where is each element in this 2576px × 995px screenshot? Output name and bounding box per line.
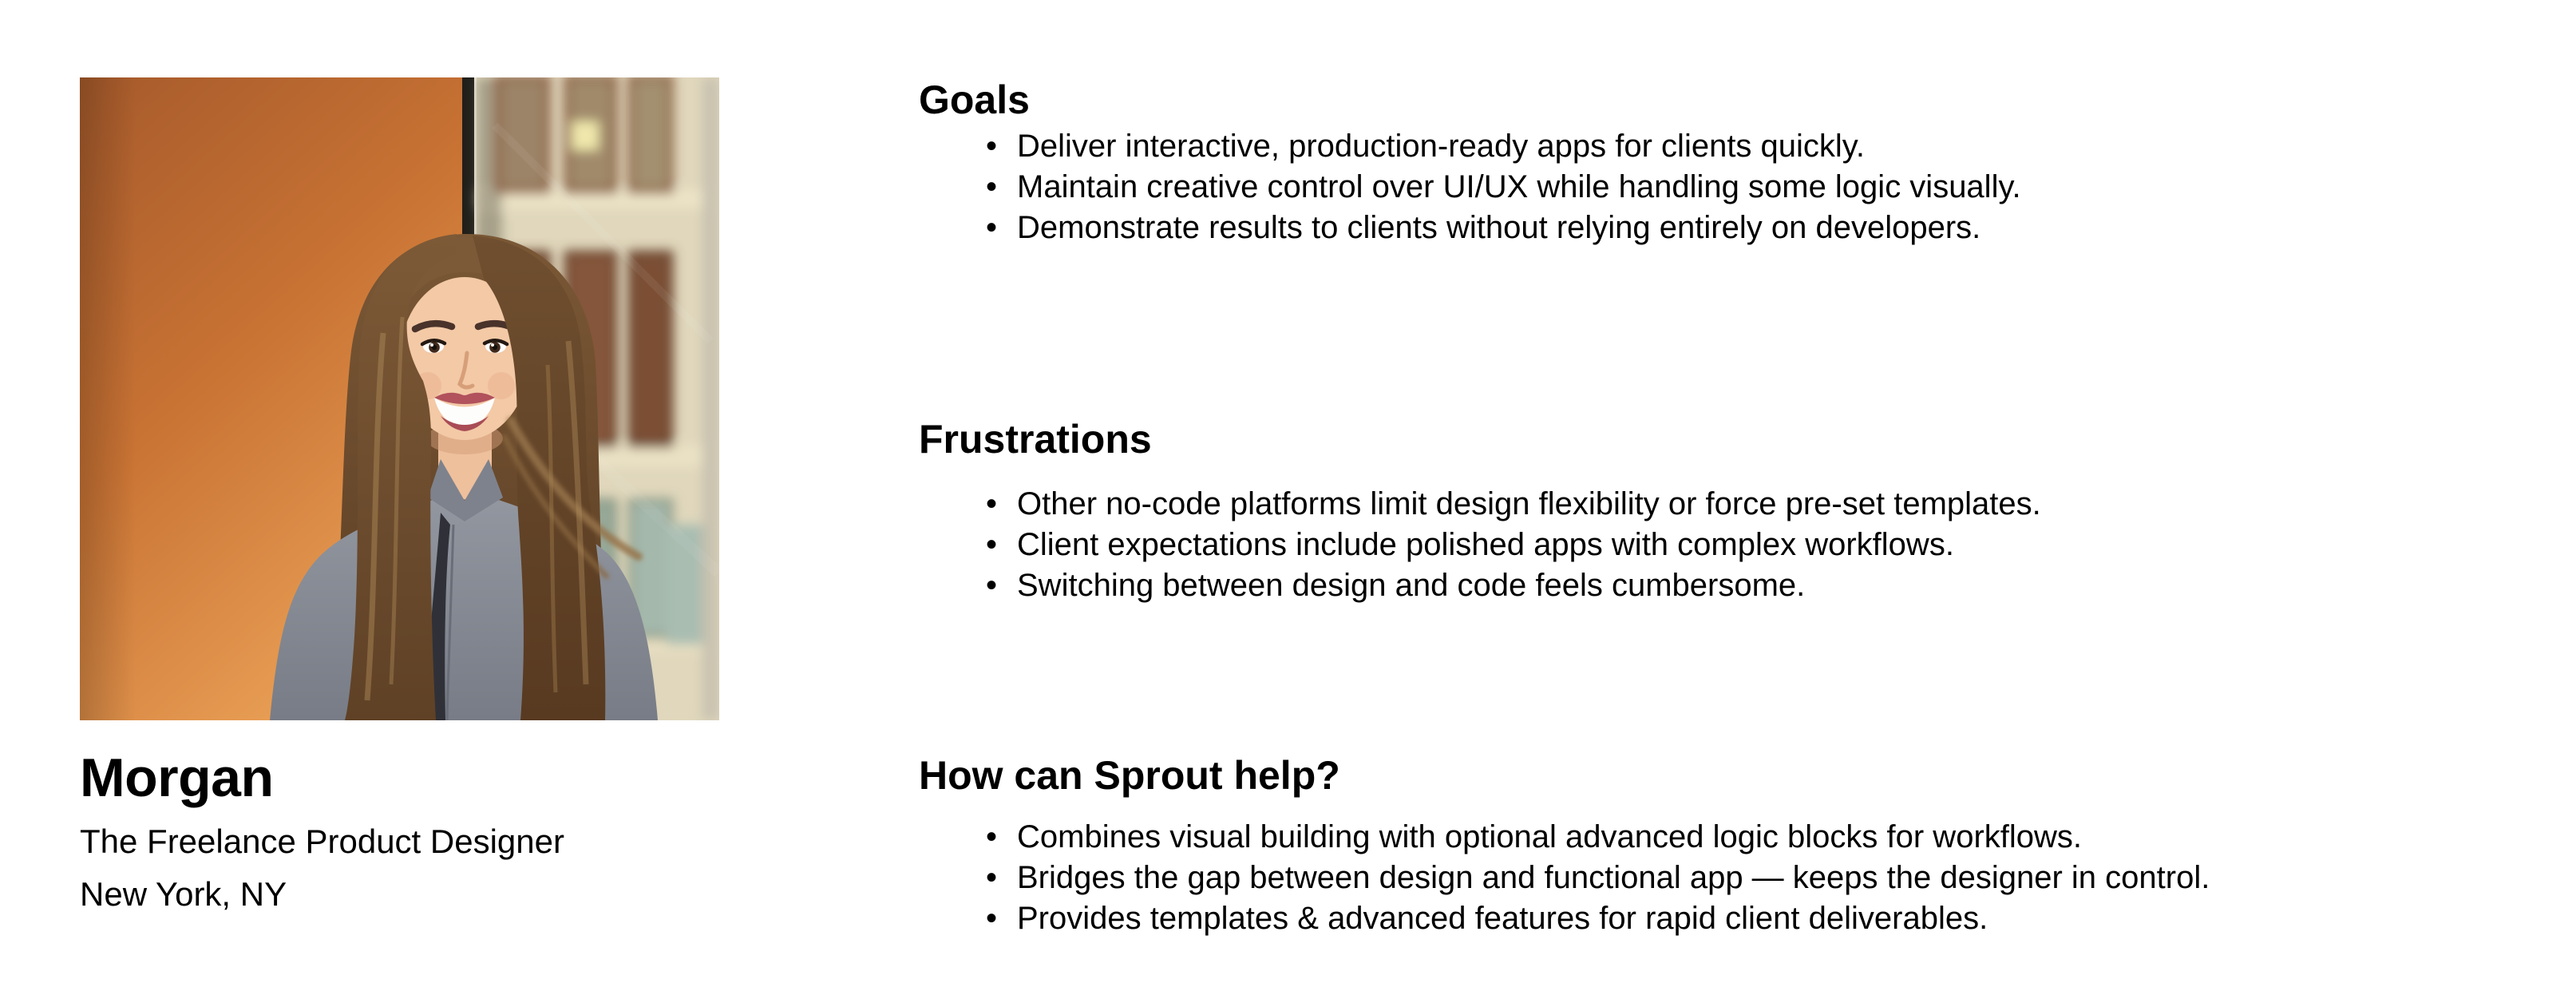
list-item: • Maintain creative control over UI/UX while handling some logic visually.	[919, 167, 2515, 208]
persona-title: The Freelance Product Designer	[80, 823, 564, 860]
list-item: • Client expectations include polished apps with complex workflows.	[919, 525, 2515, 565]
persona-photo	[80, 77, 719, 720]
section-heading-goals: Goals	[919, 77, 1030, 122]
list-item: • Other no-code platforms limit design flexibility or force pre-set templates.	[919, 484, 2515, 525]
list-item: • Demonstrate results to clients without relying entirely on developers.	[919, 208, 2515, 248]
bullet-list-sprout-help	[919, 817, 2515, 939]
persona-location: New York, NY	[80, 875, 287, 913]
list-item: • Combines visual building with optional advanced logic blocks for workflows.	[919, 817, 2515, 858]
bullet-list-goals	[919, 126, 2515, 248]
persona-name: Morgan	[80, 747, 274, 808]
list-item: • Switching between design and code feels cumbersome.	[919, 565, 2515, 606]
section-frustrations	[919, 415, 2515, 606]
section-heading-sprout-help: How can Sprout help?	[919, 753, 1340, 798]
list-item: • Provides templates & advanced features for rapid client deliverables.	[919, 898, 2515, 939]
section-heading-frustrations: Frustrations	[919, 417, 1152, 462]
section-goals	[919, 76, 2515, 248]
portrait-illustration	[80, 77, 719, 720]
section-sprout-help	[919, 751, 2515, 939]
list-item: • Bridges the gap between design and functional app — keeps the designer in control.	[919, 858, 2515, 898]
bullet-list-frustrations	[919, 484, 2515, 606]
list-item: • Deliver interactive, production-ready apps for clients quickly.	[919, 126, 2515, 167]
